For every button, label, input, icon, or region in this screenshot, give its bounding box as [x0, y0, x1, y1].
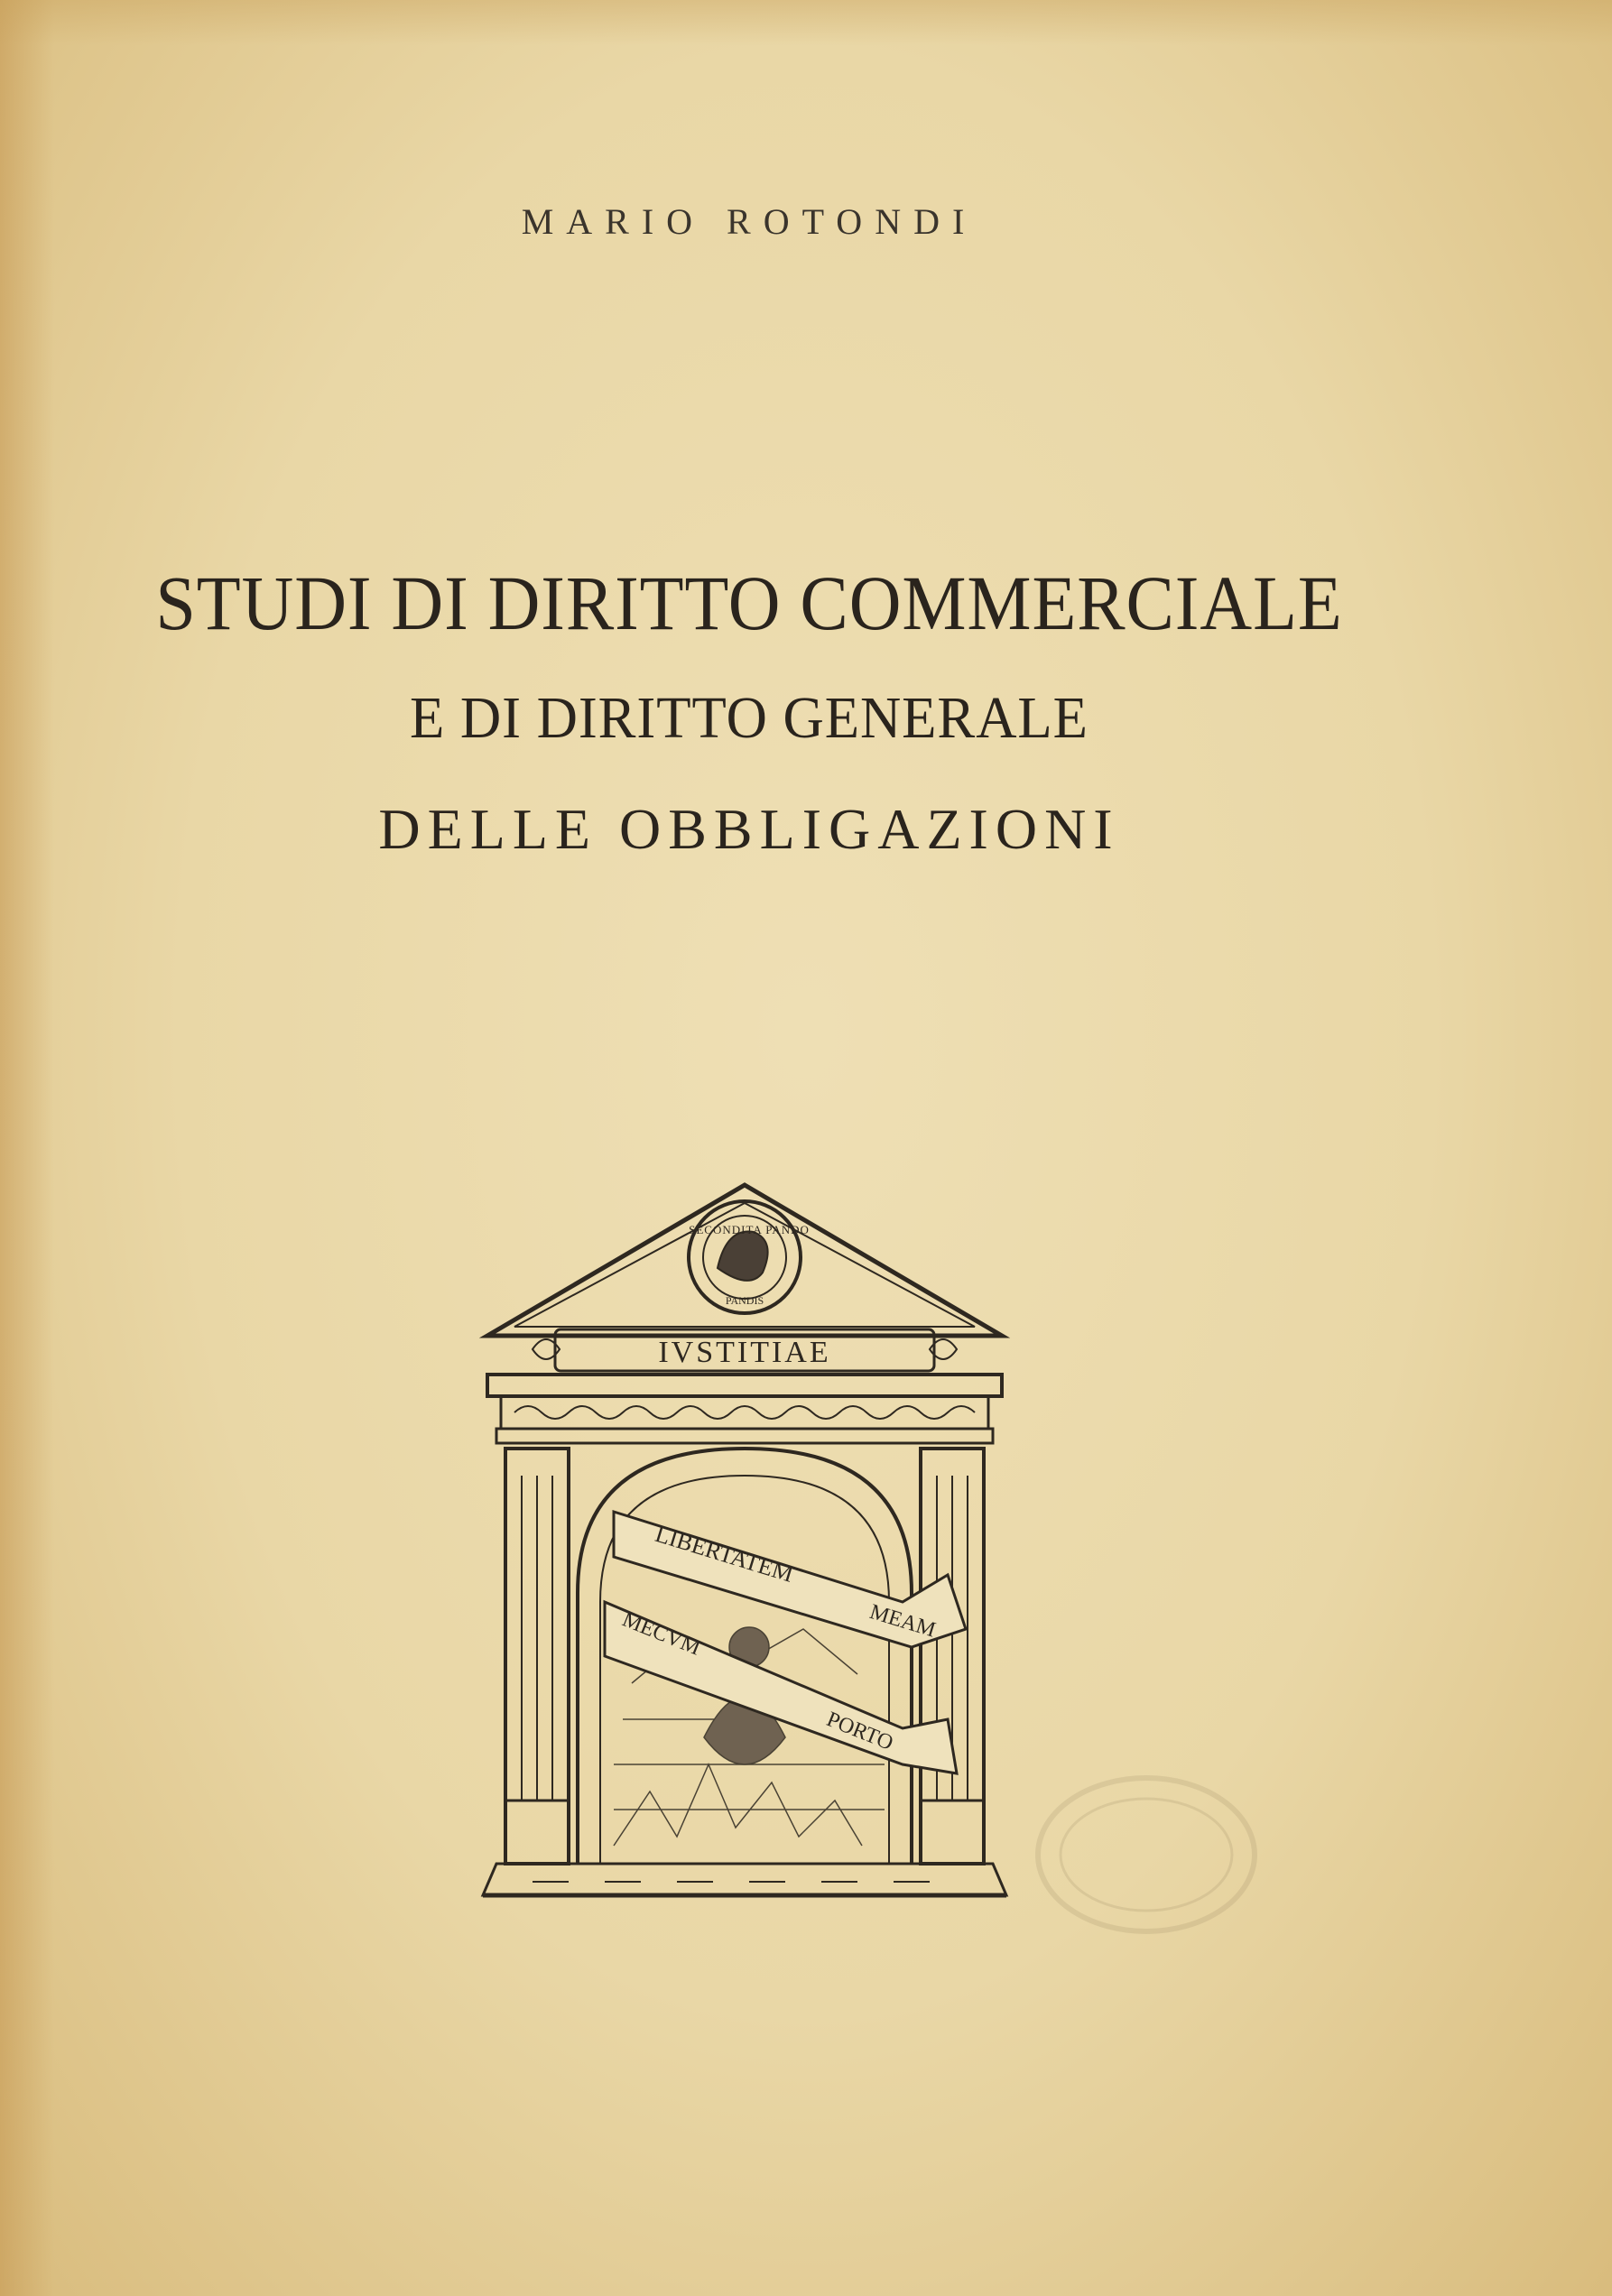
title-line-2: E DI DIRITTO GENERALE — [410, 685, 1089, 751]
emblem-banner-upper-end: MEAM — [866, 1599, 939, 1643]
emblem-cartouche-text: IVSTITIAE — [658, 1336, 831, 1369]
emblem-medallion-text: SECONDITA PANDO — [689, 1223, 810, 1236]
title-line-1: STUDI DI DIRITTO COMMERCIALE — [155, 560, 1343, 646]
emblem-banner-lower: MECVM — [618, 1607, 704, 1661]
emblem-medallion-sub: PANDIS — [725, 1294, 764, 1307]
emblem-banner-upper: LIBERTATEM — [652, 1520, 797, 1588]
paper-top-shadow — [0, 0, 1612, 45]
library-stamp-icon — [1029, 1769, 1264, 1940]
paper-edge-shadow — [0, 0, 54, 2296]
publisher-emblem-icon — [478, 1178, 1011, 1922]
author-name: MARIO ROTONDI — [521, 201, 977, 242]
emblem-banner-lower-end: PORTO — [823, 1708, 897, 1755]
title-line-3: DELLE OBBLIGAZIONI — [378, 797, 1120, 861]
